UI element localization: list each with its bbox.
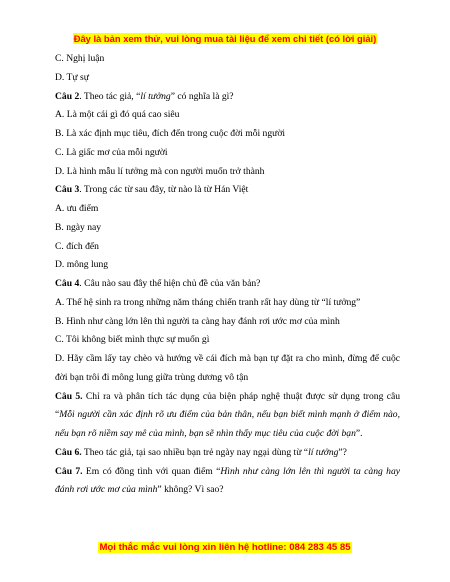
question-5-label: Câu 5. [55,390,83,402]
question-7-label: Câu 7. [55,465,83,477]
question-2-term: lí tưởng [140,90,171,102]
q4-option-c: C. Tôi không biết mình thực sự muốn gì [55,334,210,346]
question-7: Câu 7. Em có đồng tình với quan điểm “Hình như càng lớn lên thì người ta càng hay đánh rơi ước mơ của mình” không? Vì sao? [55,465,400,496]
question-6-label: Câu 6. [55,446,82,458]
question-2-label: Câu 2 [55,90,80,102]
document-body [55,50,400,500]
q2-option-a: A. Là một cái gì đó quá cao siêu [55,109,180,121]
hotline-notice-text: Mọi thắc mắc vui lòng xin liên hệ hotline: 084 283 45 85 [99,542,351,553]
question-4: Câu 4. Câu nào sau đây thể hiện chủ đề của văn bản? [55,278,261,289]
q3-option-b: B. ngày nay [55,221,102,233]
option-d-prev: D. Tự sự [55,71,89,83]
question-3-label: Câu 3 [55,184,80,196]
q3-option-d: D. mông lung [55,259,109,271]
q3-option-a: A. ưu điểm [55,203,99,214]
question-2: Câu 2. Theo tác giả, “lí tưởng” có nghĩa là gì? [55,90,234,102]
hotline-notice-banner [0,542,450,553]
question-7-quote: Hình như càng lớn lên thì người ta càng hay đánh rơi ước mơ của mình [55,465,400,496]
q4-option-b: B. Hình như càng lớn lên thì người ta càng hay đánh rơi ước mơ của mình [55,315,340,327]
preview-notice-text: Đây là bản xem thử, vui lòng mua tài liệu để xem chi tiết (có lời giải) [73,33,377,44]
q4-option-d: D. Hãy cầm lấy tay chèo và hướng về cái đích mà bạn tự đặt ra cho mình, đừng để cuộc đời bạn trôi đi mông lung giữa trùng dương vô tận [55,353,400,383]
question-5-quote: Mỗi người cần xác định rõ ưu điểm của bản thân, nếu bạn biết mình mạnh ở điểm nào, nếu bạn rõ niềm say mê của mình, bạn sẽ nhìn thấy mục tiêu của cuộc đời bạn [55,409,400,439]
q2-option-c: C. Là giấc mơ của mỗi người [55,146,168,158]
preview-notice-banner [0,33,450,44]
question-3: Câu 3. Trong các từ sau đây, từ nào là từ Hán Việt [55,184,249,196]
q2-option-d: D. Là hình mẫu lí tưởng mà con người muốn trở thành [55,165,265,177]
q3-option-c: C. đích đến [55,240,99,252]
q4-option-a: A. Thế hệ sinh ra trong những năm tháng chiến tranh rất hay dùng từ “lí tưởng” [55,296,361,308]
option-c-prev: C. Nghị luận [55,53,105,64]
question-6-term: lí tưởng [308,446,339,458]
question-6: Câu 6. Theo tác giả, tại sao nhiều bạn trẻ ngày nay ngại dùng từ “lí tưởng”? [55,446,347,458]
question-5: Câu 5. Chỉ ra và phân tích tác dụng của biện pháp nghệ thuật được sử dụng trong câu “Mỗi người cần xác định rõ ưu điểm của bản thân, nếu bạn biết mình mạnh ở điểm nào, nếu bạn rõ niềm say mê của mình, bạn sẽ nhìn thấy mục tiêu của cuộc đời bạn”. [55,390,401,439]
question-4-label: Câu 4 [55,278,80,289]
q2-option-b: B. Là xác định mục tiêu, đích đến trong cuộc đời mỗi người [55,128,286,139]
